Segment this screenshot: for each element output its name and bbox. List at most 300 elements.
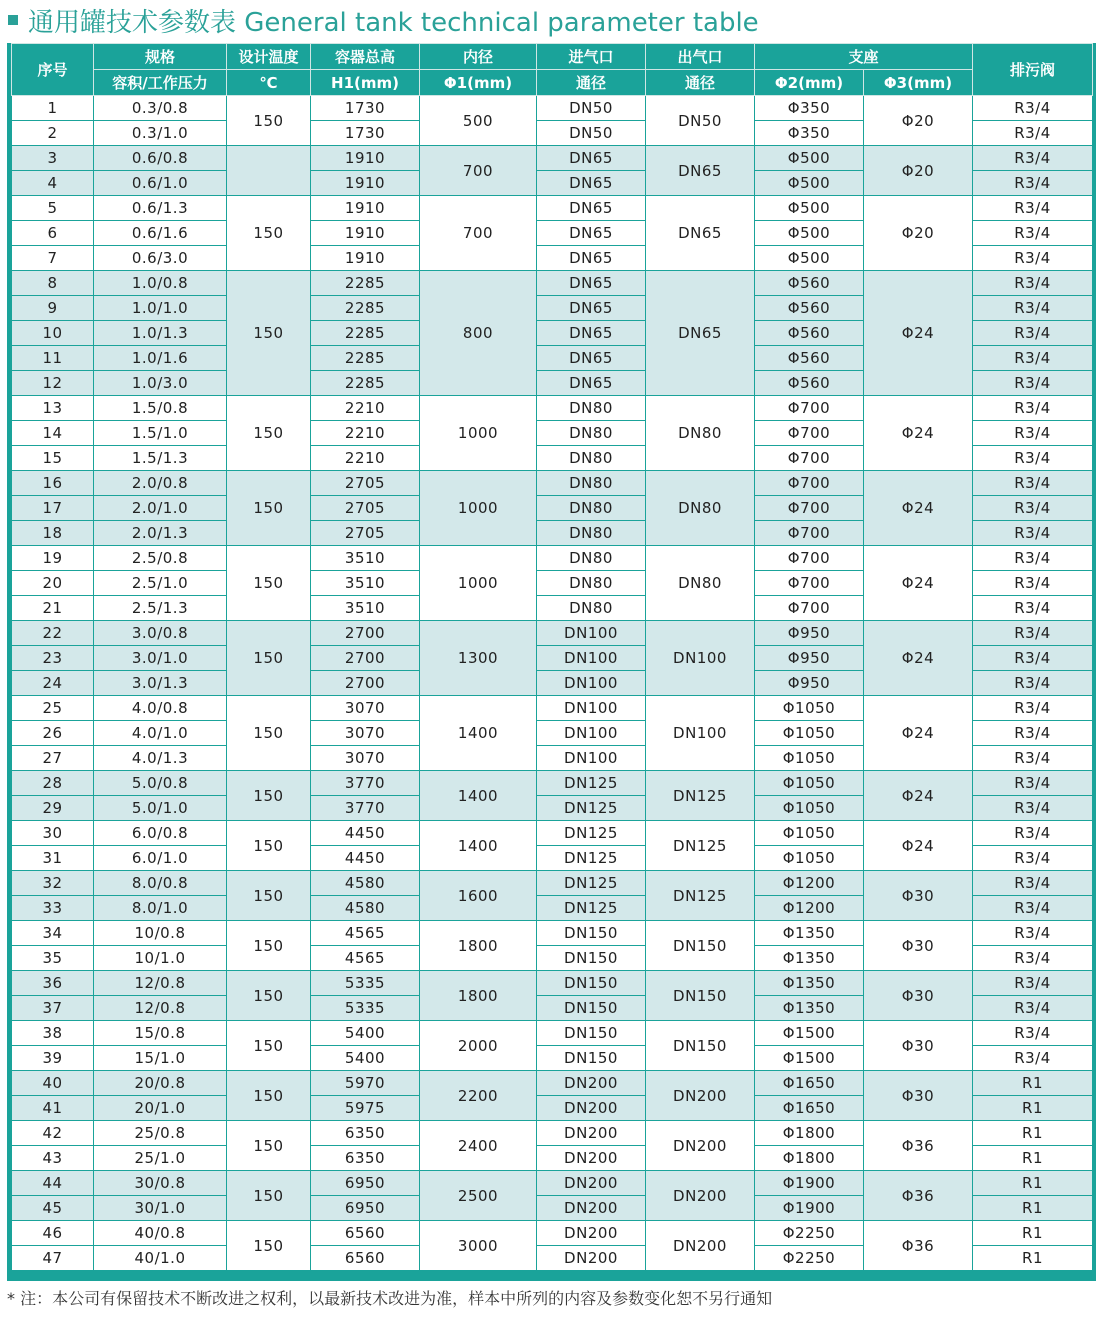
cell-outlet: DN100 (646, 696, 755, 771)
cell-drain: R3/4 (973, 271, 1093, 296)
cell-inner-diameter: 3000 (420, 1221, 537, 1271)
cell-drain: R3/4 (973, 571, 1093, 596)
cell-inlet: DN100 (537, 646, 646, 671)
cell-inlet: DN80 (537, 396, 646, 421)
cell-drain: R3/4 (973, 671, 1093, 696)
cell-drain: R3/4 (973, 846, 1093, 871)
cell-outlet: DN100 (646, 621, 755, 696)
table-row (12, 96, 1093, 121)
cell-height: 3770 (311, 796, 420, 821)
table-row (12, 146, 1093, 171)
cell-phi3: Φ30 (864, 971, 973, 1021)
cell-inlet: DN65 (537, 371, 646, 396)
cell-drain: R1 (973, 1146, 1093, 1171)
table-row (12, 1021, 1093, 1046)
cell-inlet: DN200 (537, 1096, 646, 1121)
cell-height: 1910 (311, 196, 420, 221)
cell-height: 1910 (311, 221, 420, 246)
cell-phi3: Φ24 (864, 771, 973, 821)
cell-inlet: DN65 (537, 246, 646, 271)
cell-phi3: Φ24 (864, 271, 973, 396)
cell-phi2: Φ1050 (755, 721, 864, 746)
cell-outlet: DN150 (646, 1021, 755, 1071)
cell-spec: 0.6/1.6 (94, 221, 227, 246)
cell-phi2: Φ500 (755, 171, 864, 196)
cell-index: 27 (12, 746, 94, 771)
cell-inner-diameter: 700 (420, 196, 537, 271)
cell-phi2: Φ1050 (755, 746, 864, 771)
table-row (12, 1121, 1093, 1146)
cell-phi3: Φ30 (864, 1021, 973, 1071)
cell-drain: R1 (973, 1196, 1093, 1221)
cell-index: 46 (12, 1221, 94, 1246)
cell-spec: 20/0.8 (94, 1071, 227, 1096)
cell-height: 6560 (311, 1221, 420, 1246)
cell-outlet: DN125 (646, 821, 755, 871)
cell-index: 34 (12, 921, 94, 946)
cell-phi2: Φ1050 (755, 846, 864, 871)
cell-phi2: Φ560 (755, 371, 864, 396)
cell-height: 2285 (311, 346, 420, 371)
cell-spec: 12/0.8 (94, 996, 227, 1021)
cell-outlet: DN65 (646, 271, 755, 396)
cell-spec: 3.0/1.3 (94, 671, 227, 696)
cell-inner-diameter: 1600 (420, 871, 537, 921)
cell-drain: R3/4 (973, 146, 1093, 171)
cell-index: 44 (12, 1171, 94, 1196)
header-phi2: Φ2(mm) (755, 70, 864, 96)
cell-inlet: DN65 (537, 196, 646, 221)
cell-index: 43 (12, 1146, 94, 1171)
cell-drain: R3/4 (973, 896, 1093, 921)
cell-drain: R3/4 (973, 346, 1093, 371)
cell-spec: 12/0.8 (94, 971, 227, 996)
cell-inlet: DN125 (537, 871, 646, 896)
cell-temp: 150 (227, 471, 311, 546)
cell-drain: R3/4 (973, 696, 1093, 721)
cell-drain: R3/4 (973, 871, 1093, 896)
cell-height: 2285 (311, 296, 420, 321)
cell-spec: 15/0.8 (94, 1021, 227, 1046)
cell-drain: R3/4 (973, 196, 1093, 221)
cell-temp: 150 (227, 96, 311, 146)
cell-drain: R3/4 (973, 646, 1093, 671)
cell-index: 33 (12, 896, 94, 921)
cell-phi2: Φ1650 (755, 1096, 864, 1121)
table-row (12, 546, 1093, 571)
cell-phi3: Φ36 (864, 1171, 973, 1221)
cell-height: 4565 (311, 921, 420, 946)
cell-spec: 2.5/1.3 (94, 596, 227, 621)
cell-index: 23 (12, 646, 94, 671)
cell-height: 3770 (311, 771, 420, 796)
cell-inlet: DN150 (537, 971, 646, 996)
cell-inner-diameter: 1800 (420, 971, 537, 1021)
cell-height: 2285 (311, 271, 420, 296)
cell-index: 21 (12, 596, 94, 621)
cell-height: 3070 (311, 721, 420, 746)
header-diam-top: 内径 (420, 44, 537, 70)
cell-phi2: Φ1350 (755, 921, 864, 946)
cell-spec: 2.0/1.0 (94, 496, 227, 521)
header-row-top (12, 44, 1093, 70)
cell-height: 2285 (311, 321, 420, 346)
cell-spec: 1.0/1.3 (94, 321, 227, 346)
cell-spec: 1.5/0.8 (94, 396, 227, 421)
table-row (12, 696, 1093, 721)
cell-index: 32 (12, 871, 94, 896)
cell-outlet: DN150 (646, 921, 755, 971)
cell-height: 4580 (311, 871, 420, 896)
cell-phi2: Φ1050 (755, 771, 864, 796)
cell-drain: R3/4 (973, 321, 1093, 346)
cell-spec: 3.0/1.0 (94, 646, 227, 671)
cell-inlet: DN50 (537, 121, 646, 146)
cell-inlet: DN200 (537, 1171, 646, 1196)
cell-height: 2210 (311, 396, 420, 421)
cell-phi2: Φ1200 (755, 896, 864, 921)
cell-phi2: Φ700 (755, 571, 864, 596)
cell-height: 6560 (311, 1246, 420, 1271)
cell-inlet: DN200 (537, 1196, 646, 1221)
cell-phi2: Φ950 (755, 646, 864, 671)
cell-inlet: DN150 (537, 1046, 646, 1071)
header-temp-bottom: ℃ (227, 70, 311, 96)
header-spec-bottom: 容积/工作压力 (94, 70, 227, 96)
cell-index: 8 (12, 271, 94, 296)
cell-height: 5335 (311, 996, 420, 1021)
cell-spec: 2.5/1.0 (94, 571, 227, 596)
cell-spec: 15/1.0 (94, 1046, 227, 1071)
cell-temp (227, 146, 311, 196)
cell-spec: 4.0/1.3 (94, 746, 227, 771)
header-index: 序号 (12, 44, 94, 96)
cell-inner-diameter: 1000 (420, 471, 537, 546)
cell-phi2: Φ350 (755, 121, 864, 146)
cell-index: 3 (12, 146, 94, 171)
cell-spec: 0.6/0.8 (94, 146, 227, 171)
cell-inlet: DN65 (537, 221, 646, 246)
cell-spec: 0.6/1.0 (94, 171, 227, 196)
cell-drain: R3/4 (973, 446, 1093, 471)
header-height-top: 容器总高 (311, 44, 420, 70)
cell-spec: 3.0/0.8 (94, 621, 227, 646)
table-row (12, 1221, 1093, 1246)
cell-phi3: Φ24 (864, 471, 973, 546)
cell-spec: 25/0.8 (94, 1121, 227, 1146)
cell-inlet: DN65 (537, 321, 646, 346)
table-row (12, 471, 1093, 496)
cell-drain: R3/4 (973, 746, 1093, 771)
header-inlet-top: 进气口 (537, 44, 646, 70)
cell-phi2: Φ1650 (755, 1071, 864, 1096)
cell-drain: R3/4 (973, 821, 1093, 846)
cell-outlet: DN200 (646, 1121, 755, 1171)
cell-phi2: Φ1050 (755, 796, 864, 821)
cell-phi2: Φ1900 (755, 1171, 864, 1196)
cell-phi3: Φ24 (864, 821, 973, 871)
header-spec-top: 规格 (94, 44, 227, 70)
cell-inlet: DN65 (537, 346, 646, 371)
cell-index: 45 (12, 1196, 94, 1221)
cell-inlet: DN200 (537, 1121, 646, 1146)
cell-drain: R3/4 (973, 396, 1093, 421)
cell-index: 18 (12, 521, 94, 546)
cell-temp: 150 (227, 771, 311, 821)
cell-height: 2210 (311, 421, 420, 446)
cell-height: 5970 (311, 1071, 420, 1096)
table-row (12, 921, 1093, 946)
cell-inlet: DN200 (537, 1071, 646, 1096)
cell-phi3: Φ20 (864, 146, 973, 196)
cell-spec: 1.0/0.8 (94, 271, 227, 296)
cell-temp: 150 (227, 196, 311, 271)
cell-spec: 2.5/0.8 (94, 546, 227, 571)
cell-inlet: DN125 (537, 896, 646, 921)
cell-temp: 150 (227, 621, 311, 696)
header-phi3: Φ3(mm) (864, 70, 973, 96)
cell-index: 22 (12, 621, 94, 646)
cell-spec: 1.0/1.6 (94, 346, 227, 371)
cell-height: 2705 (311, 496, 420, 521)
cell-height: 5400 (311, 1021, 420, 1046)
cell-drain: R3/4 (973, 371, 1093, 396)
header-outlet-top: 出气口 (646, 44, 755, 70)
cell-phi2: Φ1800 (755, 1121, 864, 1146)
cell-spec: 1.0/3.0 (94, 371, 227, 396)
cell-phi2: Φ700 (755, 421, 864, 446)
cell-spec: 5.0/1.0 (94, 796, 227, 821)
cell-inlet: DN50 (537, 96, 646, 121)
cell-drain: R1 (973, 1096, 1093, 1121)
cell-index: 5 (12, 196, 94, 221)
header-support: 支座 (755, 44, 973, 70)
cell-outlet: DN80 (646, 546, 755, 621)
cell-temp: 150 (227, 546, 311, 621)
cell-inlet: DN200 (537, 1221, 646, 1246)
cell-height: 6350 (311, 1121, 420, 1146)
cell-outlet: DN65 (646, 196, 755, 271)
cell-height: 5335 (311, 971, 420, 996)
table-row (12, 1171, 1093, 1196)
cell-index: 28 (12, 771, 94, 796)
cell-inlet: DN80 (537, 546, 646, 571)
cell-index: 14 (12, 421, 94, 446)
cell-spec: 10/0.8 (94, 921, 227, 946)
cell-drain: R3/4 (973, 121, 1093, 146)
cell-spec: 10/1.0 (94, 946, 227, 971)
cell-phi3: Φ24 (864, 396, 973, 471)
cell-phi2: Φ1500 (755, 1046, 864, 1071)
cell-phi3: Φ20 (864, 96, 973, 146)
cell-phi2: Φ500 (755, 221, 864, 246)
cell-height: 4580 (311, 896, 420, 921)
cell-temp: 150 (227, 696, 311, 771)
cell-height: 6950 (311, 1171, 420, 1196)
table-frame (7, 43, 1096, 1281)
cell-phi2: Φ1050 (755, 696, 864, 721)
cell-phi2: Φ350 (755, 96, 864, 121)
header-outlet-bottom: 通径 (646, 70, 755, 96)
cell-inner-diameter: 2400 (420, 1121, 537, 1171)
cell-height: 2700 (311, 671, 420, 696)
cell-inlet: DN100 (537, 746, 646, 771)
cell-inner-diameter: 1000 (420, 396, 537, 471)
cell-inlet: DN80 (537, 471, 646, 496)
cell-outlet: DN200 (646, 1071, 755, 1121)
header-drain: 排污阀 (973, 44, 1093, 96)
cell-spec: 4.0/0.8 (94, 696, 227, 721)
cell-index: 29 (12, 796, 94, 821)
cell-index: 36 (12, 971, 94, 996)
cell-phi2: Φ560 (755, 296, 864, 321)
cell-drain: R1 (973, 1246, 1093, 1271)
cell-phi2: Φ700 (755, 396, 864, 421)
cell-inlet: DN150 (537, 1021, 646, 1046)
cell-height: 6350 (311, 1146, 420, 1171)
cell-phi2: Φ950 (755, 621, 864, 646)
cell-spec: 40/0.8 (94, 1221, 227, 1246)
cell-phi2: Φ500 (755, 196, 864, 221)
cell-spec: 4.0/1.0 (94, 721, 227, 746)
cell-temp: 150 (227, 971, 311, 1021)
cell-inner-diameter: 800 (420, 271, 537, 396)
table-row (12, 1071, 1093, 1096)
cell-height: 3510 (311, 546, 420, 571)
cell-height: 4450 (311, 821, 420, 846)
cell-index: 42 (12, 1121, 94, 1146)
cell-phi3: Φ24 (864, 696, 973, 771)
cell-phi2: Φ560 (755, 346, 864, 371)
cell-height: 2285 (311, 371, 420, 396)
cell-height: 1910 (311, 171, 420, 196)
cell-index: 25 (12, 696, 94, 721)
cell-inlet: DN80 (537, 596, 646, 621)
cell-height: 2700 (311, 646, 420, 671)
cell-spec: 30/1.0 (94, 1196, 227, 1221)
cell-index: 40 (12, 1071, 94, 1096)
cell-phi2: Φ500 (755, 146, 864, 171)
cell-index: 6 (12, 221, 94, 246)
cell-inner-diameter: 700 (420, 146, 537, 196)
cell-index: 9 (12, 296, 94, 321)
cell-inner-diameter: 1000 (420, 546, 537, 621)
cell-drain: R3/4 (973, 796, 1093, 821)
cell-drain: R3/4 (973, 96, 1093, 121)
cell-index: 15 (12, 446, 94, 471)
header-inlet-bottom: 通径 (537, 70, 646, 96)
cell-drain: R1 (973, 1221, 1093, 1246)
cell-drain: R3/4 (973, 546, 1093, 571)
cell-inner-diameter: 2500 (420, 1171, 537, 1221)
cell-inlet: DN100 (537, 671, 646, 696)
cell-index: 20 (12, 571, 94, 596)
cell-temp: 150 (227, 1121, 311, 1171)
cell-inlet: DN125 (537, 821, 646, 846)
cell-index: 26 (12, 721, 94, 746)
table-row (12, 821, 1093, 846)
table-row (12, 871, 1093, 896)
cell-outlet: DN125 (646, 771, 755, 821)
cell-phi3: Φ36 (864, 1121, 973, 1171)
cell-phi2: Φ1350 (755, 946, 864, 971)
cell-index: 37 (12, 996, 94, 1021)
header-height-bottom: H1(mm) (311, 70, 420, 96)
cell-temp: 150 (227, 1221, 311, 1271)
cell-height: 1910 (311, 246, 420, 271)
cell-inlet: DN125 (537, 796, 646, 821)
cell-inlet: DN65 (537, 296, 646, 321)
cell-index: 35 (12, 946, 94, 971)
cell-phi2: Φ1800 (755, 1146, 864, 1171)
table-row (12, 196, 1093, 221)
title-square-icon (8, 15, 18, 25)
header-diam-bottom: Φ1(mm) (420, 70, 537, 96)
cell-outlet: DN150 (646, 971, 755, 1021)
cell-index: 39 (12, 1046, 94, 1071)
cell-index: 2 (12, 121, 94, 146)
cell-temp: 150 (227, 1171, 311, 1221)
cell-phi2: Φ700 (755, 496, 864, 521)
cell-drain: R3/4 (973, 971, 1093, 996)
cell-drain: R1 (973, 1071, 1093, 1096)
cell-phi2: Φ1200 (755, 871, 864, 896)
cell-spec: 1.5/1.3 (94, 446, 227, 471)
cell-spec: 2.0/0.8 (94, 471, 227, 496)
cell-height: 2210 (311, 446, 420, 471)
cell-spec: 2.0/1.3 (94, 521, 227, 546)
cell-inlet: DN150 (537, 946, 646, 971)
cell-outlet: DN200 (646, 1171, 755, 1221)
cell-drain: R1 (973, 1121, 1093, 1146)
cell-index: 19 (12, 546, 94, 571)
cell-index: 11 (12, 346, 94, 371)
cell-height: 6950 (311, 1196, 420, 1221)
cell-phi2: Φ700 (755, 546, 864, 571)
cell-spec: 0.3/1.0 (94, 121, 227, 146)
cell-height: 3510 (311, 596, 420, 621)
cell-drain: R3/4 (973, 1021, 1093, 1046)
cell-inlet: DN65 (537, 271, 646, 296)
cell-phi2: Φ560 (755, 271, 864, 296)
cell-outlet: DN125 (646, 871, 755, 921)
cell-spec: 0.6/3.0 (94, 246, 227, 271)
cell-inlet: DN80 (537, 496, 646, 521)
cell-inner-diameter: 1400 (420, 771, 537, 821)
cell-phi3: Φ30 (864, 871, 973, 921)
cell-outlet: DN200 (646, 1221, 755, 1271)
cell-spec: 6.0/0.8 (94, 821, 227, 846)
cell-temp: 150 (227, 1071, 311, 1121)
cell-spec: 30/0.8 (94, 1171, 227, 1196)
cell-outlet: DN65 (646, 146, 755, 196)
cell-inlet: DN150 (537, 996, 646, 1021)
cell-inner-diameter: 1800 (420, 921, 537, 971)
cell-index: 1 (12, 96, 94, 121)
cell-drain: R3/4 (973, 221, 1093, 246)
cell-spec: 40/1.0 (94, 1246, 227, 1271)
cell-spec: 0.6/1.3 (94, 196, 227, 221)
cell-inlet: DN100 (537, 696, 646, 721)
cell-inner-diameter: 2200 (420, 1071, 537, 1121)
cell-phi3: Φ24 (864, 546, 973, 621)
header-row-bottom (12, 70, 1093, 96)
cell-inlet: DN200 (537, 1146, 646, 1171)
cell-drain: R3/4 (973, 521, 1093, 546)
cell-inlet: DN80 (537, 446, 646, 471)
cell-temp: 150 (227, 821, 311, 871)
cell-height: 1730 (311, 96, 420, 121)
